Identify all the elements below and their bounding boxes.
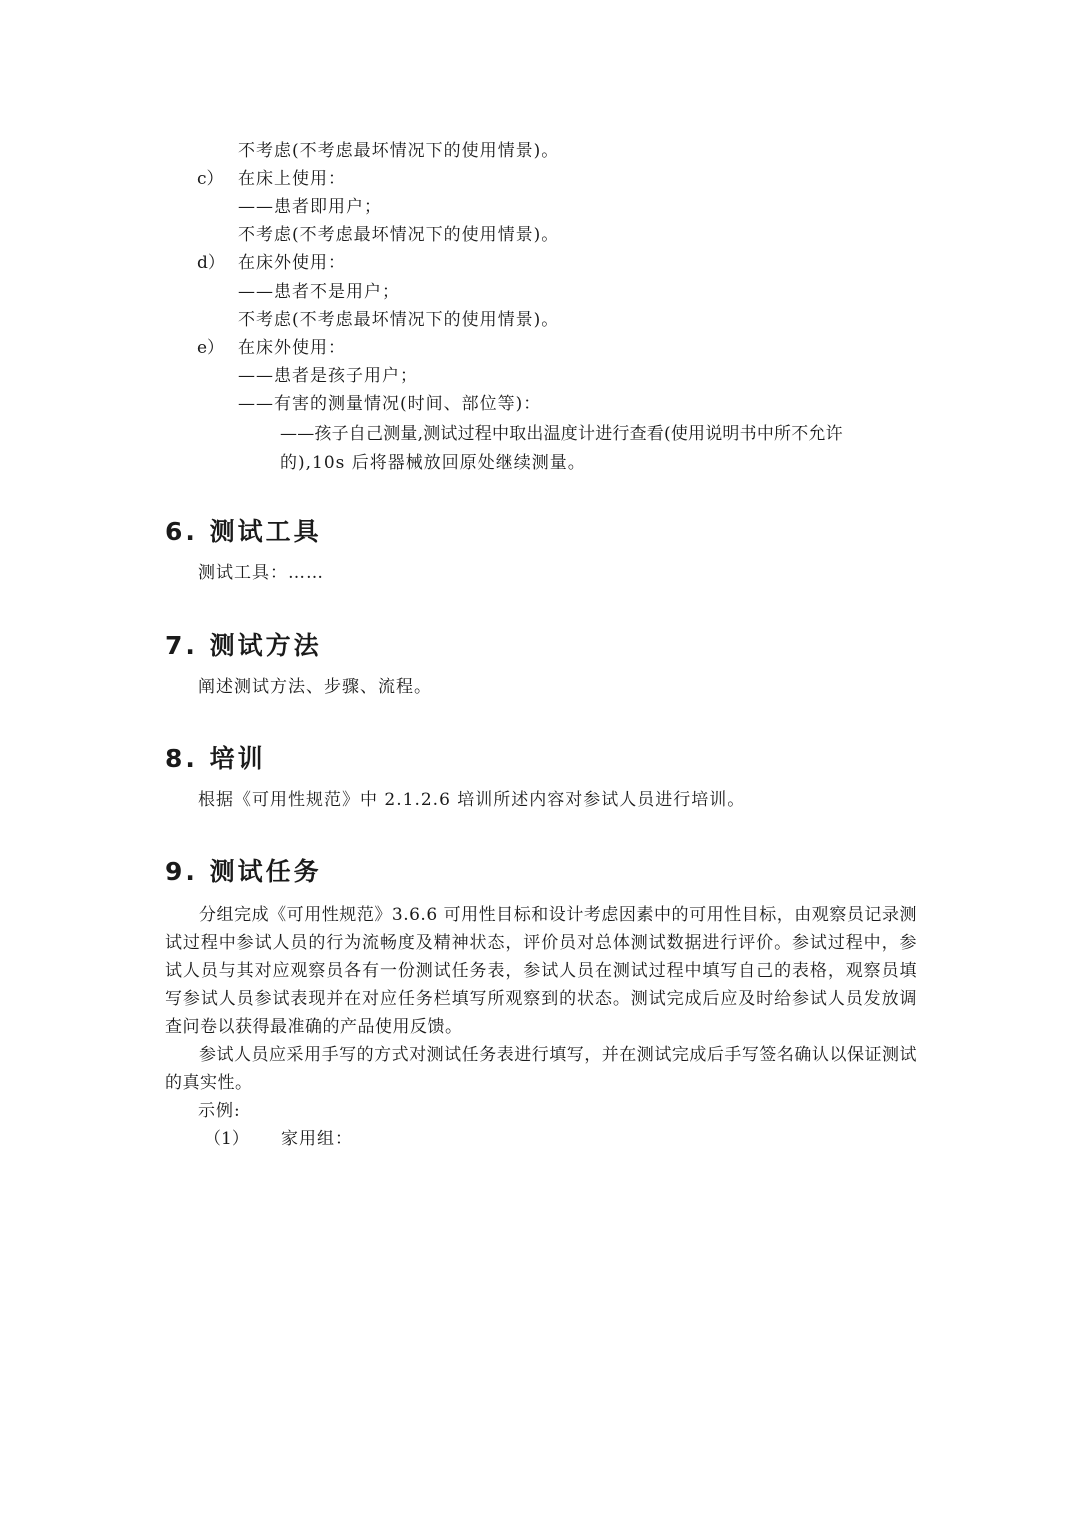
example-item-marker: （1）: [204, 1129, 249, 1149]
list-item-e-label: 在床外使用：: [238, 338, 346, 358]
section-heading-7: 7. 测试方法: [165, 631, 322, 660]
list-item-e-sub1: ——患者是孩子用户；: [238, 366, 418, 386]
section-6-body: 测试工具：……: [198, 563, 324, 583]
list-item-c-label: 在床上使用：: [238, 169, 346, 189]
section-9-paragraph-1: 分组完成《可用性规范》3.6.6 可用性目标和设计考虑因素中的可用性目标，由观察员记录测试过程中参试人员的行为流畅度及精神状态，评价员对总体测试数据进行评价。参试过程中，参试人员与其对应观察员各有一份测试任务表，参试人员在测试过程中填写自己的表格，观察员填写参试人员参试表现并在对应任务栏填写所观察到的状态。测试完成后应及时给参试人员发放调查问卷以获得最准确的产品使用反馈。: [165, 905, 917, 1037]
example-label: 示例:: [198, 1101, 241, 1121]
list-item-c-sub1: ——患者即用户；: [238, 197, 382, 217]
section-heading-9: 9. 测试任务: [165, 857, 322, 886]
example-item-label: 家用组：: [281, 1129, 353, 1149]
list-item-c-sub2: 不考虑(不考虑最坏情况下的使用情景)。: [238, 225, 560, 245]
section-heading-6: 6. 测试工具: [165, 517, 322, 546]
list-item-e-sub2: ——有害的测量情况(时间、部位等)：: [238, 394, 542, 414]
section-9-paragraph-2: 参试人员应采用手写的方式对测试任务表进行填写，并在测试完成后手写签名确认以保证测试的真实性。: [165, 1045, 917, 1093]
list-item-d-sub2: 不考虑(不考虑最坏情况下的使用情景)。: [238, 310, 560, 330]
list-item-d-label: 在床外使用：: [238, 253, 346, 273]
list-item-d-sub1: ——患者不是用户；: [238, 282, 400, 302]
list-marker-d: d）: [197, 253, 225, 273]
list-item-e-sub3-line1: ——孩子自己测量,测试过程中取出温度计进行查看(使用说明书中所不允许: [280, 424, 843, 444]
list-item-e-sub3-line2: 的),10s 后将器械放回原处继续测量。: [280, 453, 586, 473]
section-8-body: 根据《可用性规范》中 2.1.2.6 培训所述内容对参试人员进行培训。: [198, 790, 746, 810]
list-marker-e: e）: [197, 338, 225, 358]
list-marker-c: c）: [197, 169, 224, 189]
section-heading-8: 8. 培训: [165, 744, 266, 773]
text-line: 不考虑(不考虑最坏情况下的使用情景)。: [238, 141, 560, 161]
section-7-body: 阐述测试方法、步骤、流程。: [198, 677, 432, 697]
